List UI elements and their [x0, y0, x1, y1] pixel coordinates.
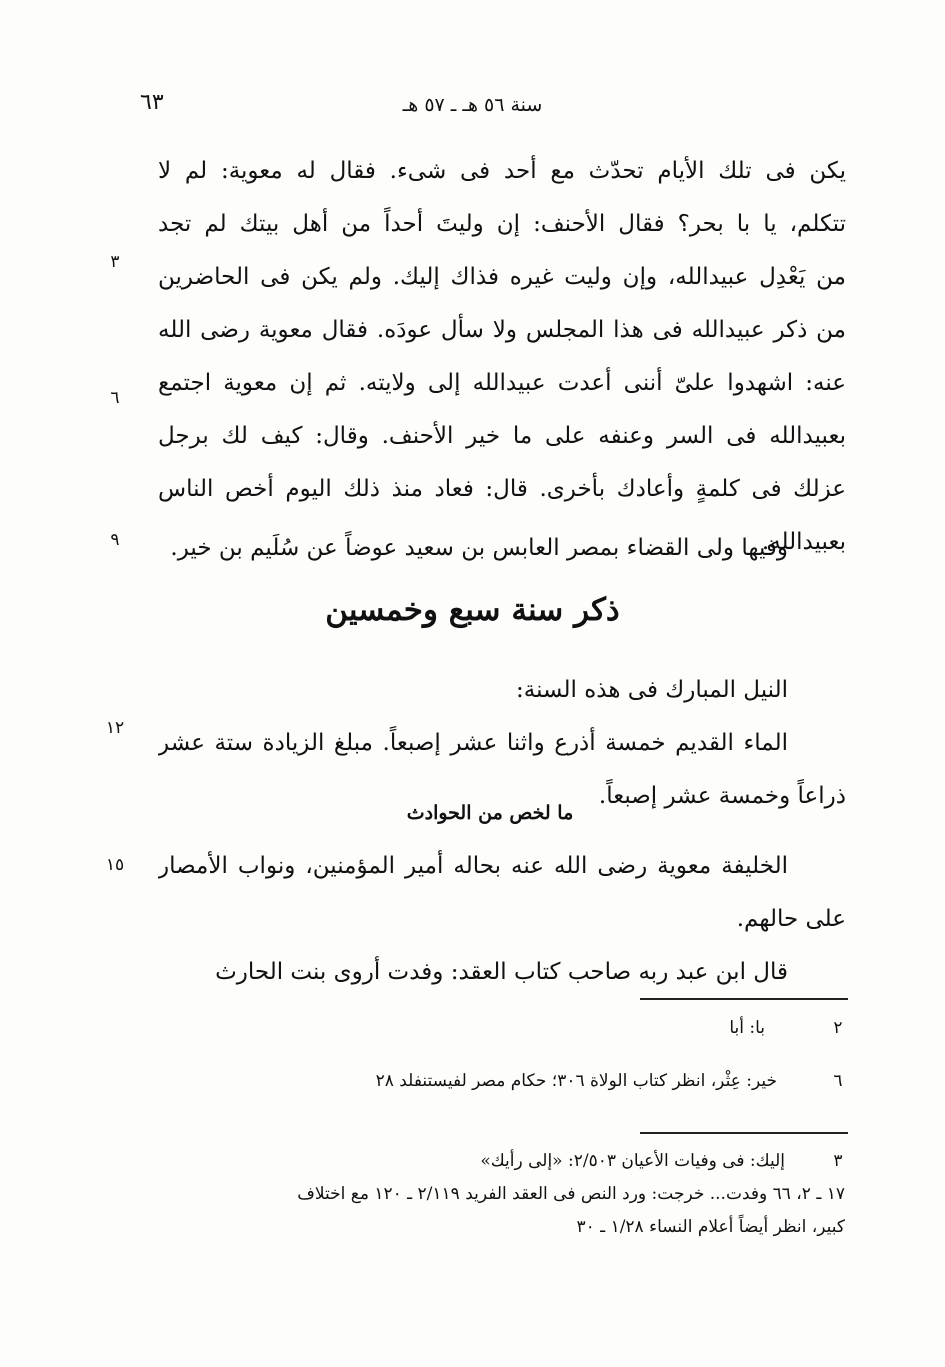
text-line: وفيها ولى القضاء بمصر العابس بن سعيد عوضاً عن سُلَيم بن خير. — [170, 535, 788, 561]
text-line: يكن فى تلك الأيام تحدّث مع أحد فى شىء. فقال له معوية: لم لا — [158, 158, 846, 184]
line-number: ١٢ — [105, 718, 125, 738]
nile-section — [158, 664, 846, 823]
footnote-rule — [640, 1132, 848, 1134]
text-line: ذراعاً وخمسة عشر إصبعاً. — [598, 783, 846, 809]
apparatus-number: ٦ — [833, 1071, 843, 1091]
text-line: عزلك فى كلمةٍ وأعادك بأخرى. قال: فعاد منذ ذلك اليوم أخص الناس — [158, 476, 846, 502]
running-title: سنة ٥٦ هـ ـ ٥٧ هـ — [402, 94, 543, 116]
footnote-rule — [640, 998, 848, 1000]
text-line: الخليفة معوية رضى الله عنه بحاله أمير المؤمنين، ونواب الأمصار — [158, 853, 788, 879]
apparatus-number: ٣ — [833, 1151, 843, 1171]
page-number: ٦٣ — [140, 90, 164, 115]
apparatus-note: ١٧ ـ ٢، ٦٦ وفدت... خرجت: ورد النص فى العقد الفريد ٢/١١٩ ـ ١٢٠ مع اختلاف — [297, 1184, 845, 1204]
text-line: من يَعْدِل عبيدالله، وإن وليت غيره فذاك إليك. ولم يكن فى الحاضرين — [158, 264, 846, 290]
line-number: ٣ — [110, 252, 120, 272]
line-number: ١٥ — [105, 855, 125, 875]
text-line: الماء القديم خمسة أذرع واثنا عشر إصبعاً. مبلغ الزيادة ستة عشر — [158, 730, 788, 756]
text-line: بعبيدالله. — [761, 529, 846, 555]
text-line: قال ابن عبد ربه صاحب كتاب العقد: وفدت أروى بنت الحارث — [215, 959, 788, 985]
section-title: ذكر سنة سبع وخمسين — [325, 592, 620, 628]
nile-heading: النيل المبارك فى هذه السنة: — [515, 677, 788, 703]
apparatus-note: كبير، انظر أيضاً أعلام النساء ١/٢٨ ـ ٣٠ — [576, 1217, 845, 1237]
paragraph-2 — [158, 522, 846, 575]
apparatus-note: إليك: فى وفيات الأعيان ٢/٥٠٣: «إلى رأيك» — [480, 1151, 785, 1171]
text-line: على حالهم. — [736, 906, 846, 932]
text-line: بعبيدالله فى السر وعنفه على ما خير الأحنف. وقال: كيف لك برجل — [158, 423, 846, 449]
line-number: ٩ — [110, 530, 120, 550]
apparatus-number: ٢ — [833, 1018, 843, 1038]
paragraph-1 — [158, 145, 846, 569]
text-line: تتكلم، يا با بحر؟ فقال الأحنف: إن وليتَ أحداً من أهل بيتك لم تجد — [158, 211, 846, 237]
text-line: عنه: اشهدوا علىّ أننى أعدت عبيدالله إلى ولايته. ثم إن معوية اجتمع — [158, 370, 846, 396]
events-heading: ما لخص من الحوادث — [406, 802, 574, 824]
apparatus-note: خير: عِثْر، انظر كتاب الولاة ٣٠٦؛ حكام مصر لفيستنفلد ٢٨ — [375, 1071, 777, 1091]
text-line: من ذكر عبيدالله فى هذا المجلس ولا سأل عودَه. فقال معوية رضى الله — [158, 317, 846, 343]
apparatus-note: با: أبا — [729, 1018, 765, 1038]
line-number: ٦ — [110, 388, 120, 408]
events-section — [158, 840, 846, 999]
